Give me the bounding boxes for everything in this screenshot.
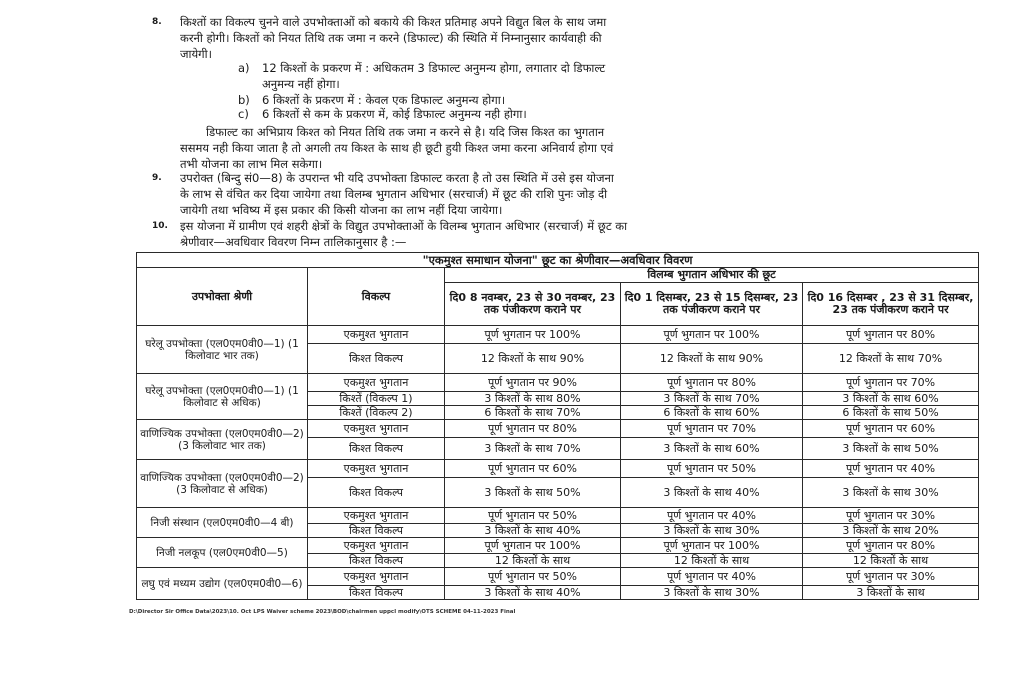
header-category: उपभोक्ता श्रेणी — [137, 268, 308, 326]
discount-cell: 6 किश्तों के साथ 50% — [803, 406, 979, 420]
para-10-line: श्रेणीवार—अवधिवार विवरण निम्न तालिकानुसार है :— — [180, 235, 407, 249]
option-cell: किश्त विकल्प — [308, 478, 445, 508]
header-period-2: दि0 1 दिसम्बर, 23 से 15 दिसम्बर, 23 तक पंजीकरण कराने पर — [621, 283, 803, 326]
discount-cell: पूर्ण भुगतान पर 100% — [445, 326, 621, 344]
table-title: "एकमुश्त समाधान योजना" छूट का श्रेणीवार—अवधिवार विवरण — [137, 253, 979, 268]
discount-cell: 6 किश्तों के साथ 70% — [445, 406, 621, 420]
table-body — [137, 326, 979, 600]
discount-cell: पूर्ण भुगतान पर 40% — [621, 508, 803, 524]
discount-cell: 3 किश्तों के साथ — [803, 586, 979, 600]
discount-cell: पूर्ण भुगतान पर 50% — [445, 508, 621, 524]
para-8-line: जायेगी। — [180, 47, 212, 61]
header-surcharge-group: विलम्ब भुगतान अधिभार की छूट — [445, 268, 979, 283]
default-note-line: डिफाल्ट का अभिप्राय किश्त को नियत तिथि तक जमा न करने से है। यदि जिस किश्त का भुगतान — [206, 125, 605, 139]
discount-cell: पूर्ण भुगतान पर 80% — [803, 326, 979, 344]
category-cell: लघु एवं मध्यम उद्योग (एल0एम0वी0—6) — [137, 568, 308, 600]
discount-table — [136, 252, 979, 600]
sub-c-line: 6 किश्तों से कम के प्रकरण में, कोई डिफाल्ट अनुमन्य नही होगा। — [262, 107, 527, 121]
discount-cell: पूर्ण भुगतान पर 50% — [621, 460, 803, 478]
table-row — [137, 568, 979, 586]
sub-label-c: c) — [238, 107, 249, 121]
table-row — [137, 538, 979, 554]
discount-cell: पूर्ण भुगतान पर 100% — [621, 538, 803, 554]
para-8-line: करनी होगी। किश्तों को नियत तिथि तक जमा न करने (डिफाल्ट) की स्थिति में निम्नानुसार कार्यवाही की — [180, 31, 602, 45]
table-row — [137, 374, 979, 392]
discount-cell: 3 किश्तों के साथ 30% — [803, 478, 979, 508]
option-cell: एकमुश्त भुगतान — [308, 420, 445, 438]
category-cell: घरेलू उपभोक्ता (एल0एम0वी0—1) (1 किलोवाट से अधिक) — [137, 374, 308, 420]
discount-cell: पूर्ण भुगतान पर 40% — [803, 460, 979, 478]
para-8-number: 8. — [152, 17, 162, 27]
option-cell: किश्त विकल्प — [308, 524, 445, 538]
discount-cell: 3 किश्तों के साथ 80% — [445, 392, 621, 406]
option-cell: किश्तें (विकल्प 1) — [308, 392, 445, 406]
discount-cell: पूर्ण भुगतान पर 60% — [445, 460, 621, 478]
discount-cell: 12 किश्तों के साथ — [621, 554, 803, 568]
discount-cell: पूर्ण भुगतान पर 30% — [803, 508, 979, 524]
discount-cell: पूर्ण भुगतान पर 90% — [445, 374, 621, 392]
table-row — [137, 420, 979, 438]
sub-label-b: b) — [238, 93, 250, 107]
para-8-line: किश्तों का विकल्प चुनने वाले उपभोक्ताओं को बकाये की किश्त प्रतिमाह अपने विद्युत बिल के साथ जमा — [180, 15, 607, 29]
discount-cell: 3 किश्तों के साथ 40% — [445, 524, 621, 538]
discount-cell: 3 किश्तों के साथ 70% — [445, 438, 621, 460]
discount-cell: 3 किश्तों के साथ 40% — [621, 478, 803, 508]
category-cell: निजी नलकूप (एल0एम0वी0—5) — [137, 538, 308, 568]
discount-cell: 3 किश्तों के साथ 30% — [621, 586, 803, 600]
discount-cell: पूर्ण भुगतान पर 100% — [621, 326, 803, 344]
category-cell: निजी संस्थान (एल0एम0वी0—4 बी) — [137, 508, 308, 538]
default-note-line: तभी योजना का लाभ मिल सकेगा। — [180, 157, 323, 171]
option-cell: किश्त विकल्प — [308, 344, 445, 374]
para-9-line: के लाभ से वंचित कर दिया जायेगा तथा विलम्ब भुगतान अधिभार (सरचार्ज) में छूट की राशि पुनः जोड़ दी — [180, 187, 608, 201]
header-period-1: दि0 8 नवम्बर, 23 से 30 नवम्बर, 23 तक पंजीकरण कराने पर — [445, 283, 621, 326]
discount-cell: पूर्ण भुगतान पर 70% — [803, 374, 979, 392]
category-cell: वाणिज्यिक उपभोक्ता (एल0एम0वी0—2) (3 किलोवाट भार तक) — [137, 420, 308, 460]
category-cell: वाणिज्यिक उपभोक्ता (एल0एम0वी0—2) (3 किलोवाट से अधिक) — [137, 460, 308, 508]
table-row — [137, 460, 979, 478]
discount-cell: 3 किश्तों के साथ 50% — [803, 438, 979, 460]
sub-a-line: अनुमन्य नहीं होगा। — [262, 77, 340, 91]
option-cell: एकमुश्त भुगतान — [308, 538, 445, 554]
discount-cell: पूर्ण भुगतान पर 80% — [445, 420, 621, 438]
para-10-number: 10. — [152, 221, 168, 231]
para-9-line: जायेगी तथा भविष्य में इस प्रकार की किसी योजना का लाभ नहीं दिया जायेगा। — [180, 203, 503, 217]
option-cell: किश्त विकल्प — [308, 586, 445, 600]
discount-cell: पूर्ण भुगतान पर 80% — [803, 538, 979, 554]
header-period-3: दि0 16 दिसम्बर , 23 से 31 दिसम्बर, 23 तक पंजीकरण कराने पर — [803, 283, 979, 326]
sub-b-line: 6 किश्तों के प्रकरण में : केवल एक डिफाल्ट अनुमन्य होगा। — [262, 93, 506, 107]
option-cell: एकमुश्त भुगतान — [308, 508, 445, 524]
option-cell: किश्तें (विकल्प 2) — [308, 406, 445, 420]
discount-cell: 12 किश्तों के साथ — [445, 554, 621, 568]
discount-cell: पूर्ण भुगतान पर 100% — [445, 538, 621, 554]
discount-cell: पूर्ण भुगतान पर 50% — [445, 568, 621, 586]
sub-label-a: a) — [238, 61, 250, 75]
option-cell: एकमुश्त भुगतान — [308, 460, 445, 478]
table-row — [137, 508, 979, 524]
header-option: विकल्प — [308, 268, 445, 326]
category-cell: घरेलू उपभोक्ता (एल0एम0वी0—1) (1 किलोवाट भार तक) — [137, 326, 308, 374]
discount-cell: 3 किश्तों के साथ 30% — [621, 524, 803, 538]
option-cell: किश्त विकल्प — [308, 438, 445, 460]
discount-cell: 12 किश्तों के साथ — [803, 554, 979, 568]
discount-cell: पूर्ण भुगतान पर 40% — [621, 568, 803, 586]
table-row — [137, 326, 979, 344]
discount-cell: 6 किश्तों के साथ 60% — [621, 406, 803, 420]
default-note-line: ससमय नही किया जाता है तो अगली तय किश्त के साथ ही छूटी हुयी किश्त जमा करना अनिवार्य होगा एवं — [180, 141, 614, 155]
discount-cell: 3 किश्तों के साथ 60% — [621, 438, 803, 460]
option-cell: एकमुश्त भुगतान — [308, 326, 445, 344]
discount-cell: पूर्ण भुगतान पर 60% — [803, 420, 979, 438]
discount-cell: पूर्ण भुगतान पर 70% — [621, 420, 803, 438]
discount-cell: 3 किश्तों के साथ 20% — [803, 524, 979, 538]
discount-cell: 12 किश्तों के साथ 90% — [621, 344, 803, 374]
file-path-footer: D:\Director Sir Office Data\2023\10. Oct LPS Waiver scheme 2023\BOD\chairmen uppcl modify\OTS SCHEME 04-11-2023 Final — [129, 609, 516, 615]
discount-cell: पूर्ण भुगतान पर 80% — [621, 374, 803, 392]
discount-cell: पूर्ण भुगतान पर 30% — [803, 568, 979, 586]
discount-cell: 3 किश्तों के साथ 70% — [621, 392, 803, 406]
sub-a-line: 12 किश्तों के प्रकरण में : अधिकतम 3 डिफाल्ट अनुमन्य होगा, लगातार दो डिफाल्ट — [262, 61, 606, 75]
discount-cell: 12 किश्तों के साथ 70% — [803, 344, 979, 374]
option-cell: एकमुश्त भुगतान — [308, 374, 445, 392]
discount-cell: 3 किश्तों के साथ 40% — [445, 586, 621, 600]
option-cell: एकमुश्त भुगतान — [308, 568, 445, 586]
para-10-line: इस योजना में ग्रामीण एवं शहरी क्षेत्रों के विद्युत उपभोक्ताओं के विलम्ब भुगतान अधिभार (सरचार्ज) में छूट का — [180, 219, 628, 233]
discount-cell: 3 किश्तों के साथ 50% — [445, 478, 621, 508]
para-9-line: उपरोक्त (बिन्दु सं0—8) के उपरान्त भी यदि उपभोक्ता डिफाल्ट करता है तो उस स्थिति में उसे इस योजना — [180, 171, 614, 185]
option-cell: किश्त विकल्प — [308, 554, 445, 568]
para-9-number: 9. — [152, 173, 162, 183]
discount-cell: 3 किश्तों के साथ 60% — [803, 392, 979, 406]
discount-cell: 12 किश्तों के साथ 90% — [445, 344, 621, 374]
